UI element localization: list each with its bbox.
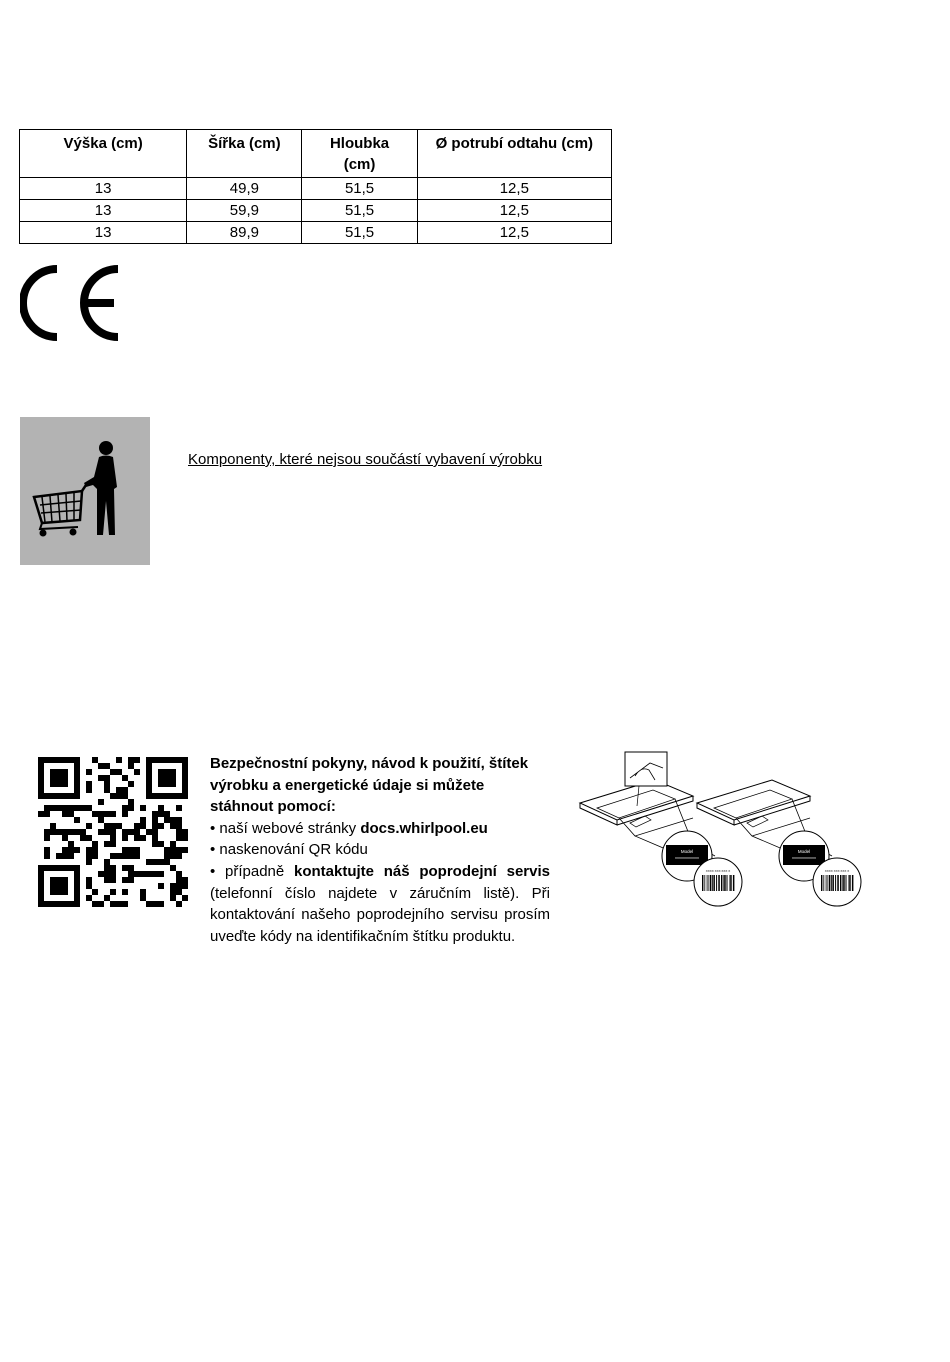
header-depth: Hloubka (cm) xyxy=(302,130,417,178)
cell-duct-diameter: 12,5 xyxy=(417,178,611,200)
cell-width: 49,9 xyxy=(187,178,302,200)
model-label-code: XXXXXXXXXXXX xyxy=(674,856,700,860)
bullet-service-prefix: • případně xyxy=(210,862,294,880)
info-intro: Bezpečnostní pokyny, návod k použití, štítek výrobku a energetické údaje si můžete stáhnout pomocí: xyxy=(210,755,529,816)
cell-depth: 51,5 xyxy=(302,178,417,200)
cell-depth: 51,5 xyxy=(302,222,417,244)
header-height: Výška (cm) xyxy=(20,130,187,178)
shopping-pictogram xyxy=(20,417,150,565)
ce-mark-icon xyxy=(20,265,122,341)
bullet-service-rest: (telefonní číslo najdete v záručním listě). Při kontaktování našeho poprodejního servisu prosím uveďte kódy na identifikačním štítku produktu. xyxy=(210,884,550,945)
qr-code xyxy=(38,757,188,907)
info-block xyxy=(210,753,550,947)
rating-label-location-illustration xyxy=(575,748,867,908)
dimensions-table xyxy=(19,129,612,244)
model-label-text: Model xyxy=(797,849,811,854)
table-header-row xyxy=(20,130,612,178)
cell-height: 13 xyxy=(20,178,187,200)
bullet-qr: • naskenování QR kódu xyxy=(210,841,368,859)
cell-width: 89,9 xyxy=(187,222,302,244)
shopping-cart-person-icon xyxy=(20,417,150,565)
table-row xyxy=(20,222,612,244)
table-row xyxy=(20,200,612,222)
bullet-service xyxy=(210,861,550,947)
components-note: Komponenty, které nejsou součástí vybavení výrobku xyxy=(188,451,543,468)
cell-height: 13 xyxy=(20,200,187,222)
cell-width: 59,9 xyxy=(187,200,302,222)
header-width: Šířka (cm) xyxy=(187,130,302,178)
model-label-code: XXXXXXXXXXXX xyxy=(791,856,817,860)
header-duct-diameter: Ø potrubí odtahu (cm) xyxy=(417,130,611,178)
website-link[interactable]: docs.whirlpool.eu xyxy=(360,819,488,837)
cell-duct-diameter: 12,5 xyxy=(417,200,611,222)
bullet-service-bold: kontaktujte náš poprodejní servis xyxy=(293,862,550,880)
cell-duct-diameter: 12,5 xyxy=(417,222,611,244)
barcode-caption: XXXX XXX XXX X xyxy=(705,869,731,873)
cell-height: 13 xyxy=(20,222,187,244)
barcode-caption: XXXX XXX XXX X xyxy=(824,869,850,873)
model-label-text: Model xyxy=(680,849,694,854)
bullet-web xyxy=(210,818,550,840)
bullet-web-text: • naší webové stránky xyxy=(210,819,361,837)
cell-depth: 51,5 xyxy=(302,200,417,222)
table-row xyxy=(20,178,612,200)
